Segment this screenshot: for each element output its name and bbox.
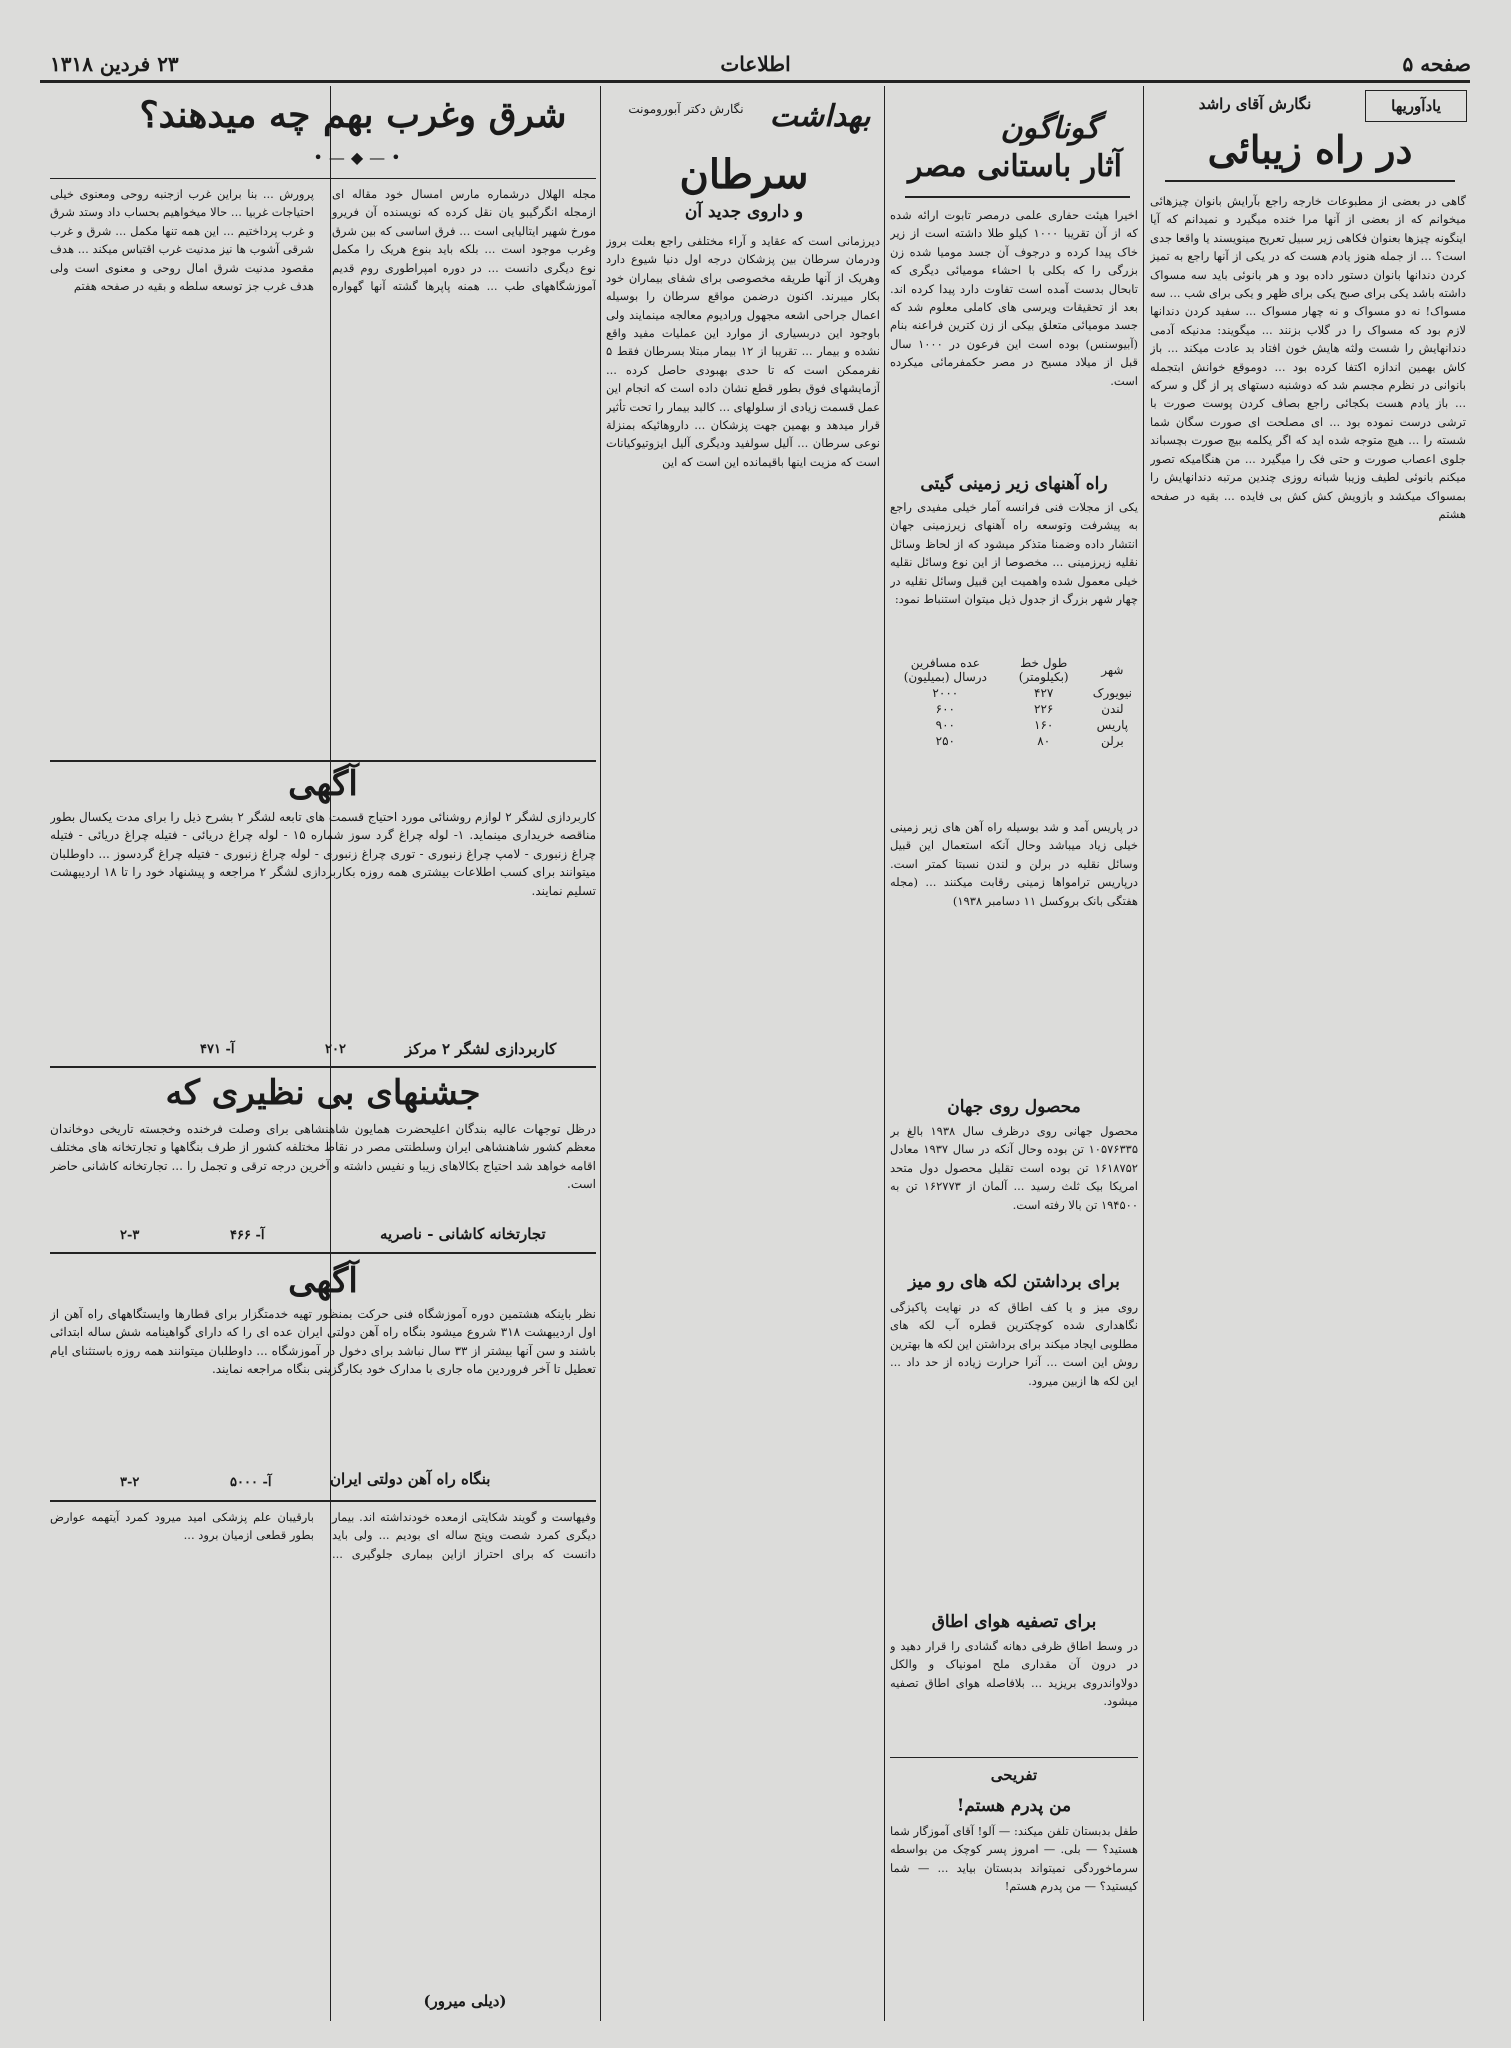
ornament: •—◆—• — [313, 148, 407, 167]
page-number: صفحه ۵ — [1402, 52, 1471, 76]
table-cell: ۲۵۰ — [935, 734, 955, 748]
ad-border — [50, 1252, 596, 1254]
table-row — [890, 701, 1138, 717]
table-header: شهر — [1101, 663, 1124, 677]
ad-title: جشنهای بی نظیری که — [165, 1073, 481, 1113]
table-cell: پاریس — [1096, 718, 1129, 732]
column-divider — [1143, 86, 1144, 2021]
article-body: روی میز و یا کف اطاق که در نهایت پاکیزگی نگاهداری شده کوچکترین قطره آب لکه های مطلوبی ایجاد میکند برای برداشتن این لکه ها بهترین روش این است ... آنرا حرارت زیاده از حد داد ... این لکه ها ازبین میرود. — [890, 1300, 1138, 1388]
table-cell: برلن — [1101, 734, 1124, 748]
ad-title: آگهی — [288, 1261, 358, 1301]
ad-ref: آ- ۵۰۰۰ — [230, 1475, 272, 1490]
article-title: در راه زیبائی — [1207, 127, 1413, 172]
section-kicker: بهداشت — [769, 99, 871, 134]
article-title: شرق وغرب بهم چه میدهند؟ — [139, 94, 567, 136]
table-cell: لندن — [1101, 702, 1124, 716]
masthead-rule — [40, 80, 1470, 83]
article-title: آثار باستانی مصر — [907, 149, 1122, 184]
subheading: برای برداشتن لکه های رو میز — [908, 1272, 1120, 1292]
table-cell: نیویورک — [1092, 686, 1132, 700]
section-kicker: گوناگون — [1000, 111, 1100, 146]
table-row — [890, 733, 1138, 749]
section-rule — [890, 1757, 1138, 1758]
table-cell: ۱۶۰ — [1034, 718, 1054, 732]
article-body: وفیهاست و گویند شکایتی ازمعده خودنداشته اند. بیمار دیگری کمرد شصت وپنج ساله ای بودیم ... ولی باید دانست که برای احتراز ازاین بیماری جلوگیری ... بارقیبان علم پزشکی امید میرود کمرد آیتهمه عوارض بطور قطعی ازمیان برود ... — [50, 1510, 596, 1561]
subheading: تفریحی — [990, 1766, 1038, 1784]
metro-table — [890, 655, 1138, 749]
article-body: یکی از مجلات فنی فرانسه آمار خیلی مفیدی راجع به پیشرفت وتوسعه راه آهنهای زیرزمینی جهان انتشار داده وضمنا متذکر میشود که از لحاظ وسائل نقلیه زیرزمینی ... مخصوصا از این نوع وسائل نقلیه خیلی معمول شده واهمیت این قبیل وسائل نقلیه در چهار شهر بزرگ از جدول ذیل میتوان استنباط نمود: — [890, 500, 1138, 607]
table-cell: ۸۰ — [1037, 734, 1051, 748]
article-body: مجله الهلال درشماره مارس امسال خود مقاله ای ازمجله انگرگیبو یان نقل کرده که نویسنده آن فریرو مورخ شهیر ایتالیایی است ... فرق اساسی که بین شرق وغرب موجود است ... بلکه باید بنوع هریک را مکمل نوع دیگری دانست ... در دوره امپراطوری روم قدیم آموزشگاههای طب ... همنه پاپرها گشته آنها گهواره پرورش ... بنا براین غرب ازجنبه روحی ومعنوی خیلی احتیاجات غربیا ... حالا میخواهیم بحساب داد وستد شرق و غرب پرداختیم ... این همه تنها مکمل ... شرق و غرب شرقی آشوب ها نیز مدنیت غرب اقتباس میکند ... هدف مقصود مدنیت شرق امال روحی و معنوی است ولی هدف غرب جز توسعه سلطه و بقیه در صفحه هفتم — [50, 187, 596, 294]
table-cell: ۲۲۶ — [1034, 702, 1054, 716]
kicker-box: یادآوریها — [1365, 90, 1467, 122]
table-cell: ۲۰۰۰ — [932, 686, 959, 700]
article-title: سرطان — [679, 151, 809, 198]
title-underline — [1165, 180, 1455, 182]
article-source: (دیلی میرور) — [423, 1992, 507, 2010]
column-divider — [884, 86, 885, 2021]
ad-number: ۲-۳ — [120, 1228, 140, 1243]
table-cell: ۹۰۰ — [935, 718, 955, 732]
title-underline — [905, 196, 1130, 198]
article-body: محصول جهانی روی درظرف سال ۱۹۳۸ بالغ بر ۱۰۵۷۶۳۳۵ تن بوده وحال آنکه در سال ۱۹۳۷ معادل ۱۶۱۸۷۵۲ تن بوده است تقلیل محصول دول متحد امریکا بیک ثلث رسید ... آلمان از ۱۶۲۷۷۳ تن به ۱۹۴۵۰۰ تن بالا رفته است. — [890, 1124, 1138, 1212]
article-rule — [50, 178, 596, 179]
article-body: طفل بدبستان تلفن میکند: — آلو! آقای آموزگار شما هستید؟ — بلی. — امروز پسر کوچک من بواسطه سرماخوردگی نمیتواند بدبستان بیاید ... — شما کیستید؟ — من پدرم هستم! — [890, 1824, 1138, 1894]
subheading: برای تصفیه هوای اطاق — [931, 1612, 1097, 1632]
subheading: راه آهنهای زیر زمینی گیتی — [920, 474, 1108, 494]
ad-ref: آ- ۴۷۱ — [200, 1042, 235, 1057]
ad-border — [50, 760, 596, 762]
table-cell: ۴۲۷ — [1034, 686, 1054, 700]
table-row — [890, 717, 1138, 733]
article-body: گاهی در بعضی از مطبوعات خارجه راجع بآرایش بانوان چیزهائی میخوانم که از بعضی از آنها مرا خنده میگیرد و نمیدانم که آیا اینگونه چیزها بعنوان فکاهی زیر سبیل تعریح مینویسند یا واقعا جدی است؟ ... از جمله هنوز یادم هست که در یکی از آنها راجع به تمیز کردن دندانها بانوان دستور داده بود و هر بانوئی باید سه مسواک داشته باشد یکی برای صبح یکی برای ظهر و یکی برای شب ... سه مسواک! نه دو مسواک و نه چهار مسواک ... سفید کردن دندانها لازم بود که مسواک را در گلاب بزنند ... میگویند: مدنیکه آدمی دندانهایش را شست ولثه هایش خون افتاد بد عادت میکند ... باز کاش بهمین اندازه اکتفا کرده بود ... دوموقع خوانش ابتجمله بانوانی در نظرم مجسم شد که دوشنبه دستهای پر از گل و سرکه ... باز یادم هست بکجائی راجع بصاف کردن پوست صورت با ترشی درست نموده بود ... ای مصلحت ای صورت سگان شما شسته را ... هیچ متوجه شده اید که اگر یکلمه بیچ صورت بچسباند جلوی اعصاب صورت و حتی فک را میگیرد ... من هنگامیکه تصور میکنم بانوئی لطیف وزیبا شبانه روزی چندین مرتبه دندانهایش را بمسواک میکشد و بازویش کش کش بی فایده ... بقیه در صفحه هشتم — [1150, 194, 1466, 521]
paper-name: اطلاعات — [720, 52, 791, 76]
ad-number: ۲۰۲ — [325, 1042, 346, 1057]
table-header: طول خط (بکیلومتر) — [1018, 656, 1069, 684]
table-row — [890, 685, 1138, 701]
ad-number: ۳-۲ — [120, 1475, 140, 1490]
subheading: محصول روی جهان — [947, 1097, 1081, 1117]
table-header-row — [890, 655, 1138, 685]
ad-border — [50, 1066, 596, 1068]
article-body: در وسط اطاق ظرفی دهانه گشادی را قرار دهید و در درون آن مقداری ملح امونیاک و والکل دولاواندروی بریزید ... بلافاصله هوای اطاق تصفیه میشود. — [890, 1639, 1138, 1709]
column-divider — [600, 86, 601, 2021]
issue-date: ۲۳ فردین ۱۳۱۸ — [50, 52, 179, 76]
byline: نگارش دکتر آبورومونت — [628, 102, 744, 116]
article-body: اخیرا هیئت حفاری علمی درمصر تابوت ارائه شده که از آن تقریبا ۱۰۰۰ کیلو طلا داشته است از زیر خاک پیدا کرده و درجوف آن جسد مومیا شده زن بزرگی را که بکلی با احشاء مومیائی دیگری که تابحال بدست آمده است تفاوت دارد پیدا کرده اند. بعد از تحقیقات ویرسی های کاملی معلوم شد که جسد مومیائی متعلق بیکی از زن کترین فراعنه بنام (آبیوسنس) بوده است این فرعون در ۱۰۰۰ سال قبل از میلاد مسیح در مصر حکمفرمائی میکرده است. — [890, 208, 1138, 388]
ad-sign: بنگاه راه آهن دولتی ایران — [330, 1470, 491, 1488]
subheading: من پدرم هستم! — [956, 1796, 1072, 1816]
byline: نگارش آقای راشد — [1198, 95, 1312, 113]
ad-sign: کاربردازی لشگر ۲ مرکز — [405, 1040, 557, 1058]
ad-body: نظر باینکه هشتمین دوره آموزشگاه فنی حرکت بمنظور تهیه خدمتگزار برای قطارها وایستگاههای راه آهن از اول اردیبهشت ۳۱۸ شروع میشود بنگاه راه آهن دولتی ایران عده ای را که دارای گواهینامه شش ساله ابتدائی باشند و سن آنها بیشتر از ۳۳ سال نباشد برای دخول در آموزشگاه ... داوطلبان میتوانند همه روزه باستثنای ایام تعطیل تا آخر فروردین ماه جاری با مدارک خود بکارگزینی بنگاه مراجعه نمایند. — [50, 1307, 596, 1377]
ad-body: درظل توجهات عالیه بندگان اعلیحضرت همایون شاهنشاهی برای وصلت فرخنده وخجسته تاریخی دوخاندان معظم کشور شاهنشاهی ایران وسلطنتی مصر در نقاط مختلفه کشور از طرف بنگاهها و تجارتخانه های مختلف اقامه خواهد شد احتیاج بکالاهای زیبا و نفیس داشته و آخرین درجه ترقی و تجمل را ... تجارتخانه کاشانی حاضر است. — [50, 1122, 596, 1192]
article-body: در پاریس آمد و شد بوسیله راه آهن های زیر زمینی خیلی زیاد میباشد وحال آنکه استعمال این قبیل وسائل نقلیه در برلن و لندن نسبتا کمتر است. درپاریس ترامواها زمینی رقابت میکنند ... (مجله هفتگی بانک بروکسل ۱۱ دسامبر ۱۹۳۸) — [890, 820, 1138, 908]
ad-sign: تجارتخانه کاشانی - ناصریه — [380, 1225, 546, 1243]
table-header: عده مسافرین درسال (بمیلیون) — [903, 656, 987, 684]
ad-border — [50, 1500, 596, 1502]
ad-title: آگهی — [288, 764, 358, 804]
article-subtitle: و داروی جدید آن — [684, 202, 804, 222]
ad-ref: آ- ۴۶۶ — [230, 1228, 265, 1243]
article-body: دیرزمانی است که عقاید و آراء مختلفی راجع بعلت بروز ودرمان سرطان بین پزشکان درجه اول دنیا شیوع دارد وهریک از آنها طریقه مخصوصی برای شفای بیماران خود بکار میبرند. اکنون درضمن مواقع سرطان را بوسیله اعمال جراحی اشعه مجهول ورادیوم معالجه مینمایند ولی باوجود این دربسیاری از موارد این عملیات مفید واقع نشده و بیمار ... تقریبا از ۱۲ بیمار مبتلا بسرطان فقط ۵ نفرممکن است که تا حدی بهبودی حاصل کرده ... آزمایشهای فوق بطور قطع نشان داده است که انجام این عمل قسمت زیادی از سلولهای ... کالبد بیمار را تحت تأثیر قرار میدهد و بهمین جهت پزشکان ... داروهائیکه بمنزلة نوعی سرطان ... آلیل سولفید ودیگری آلیل ایزوتیوکیانات است که مزیت اینها باقیمانده این است که این — [606, 234, 880, 469]
table-cell: ۶۰۰ — [935, 702, 955, 716]
ad-body: کاربردازی لشگر ۲ لوازم روشنائی مورد احتیاج قسمت های تابعه لشگر ۲ بشرح ذیل را برای مدت یکسال بطور مناقصه خریداری مینماید. ۱- لوله چراغ گرد سوز شماره ۱۵ - لوله چراغ دریائی - فتیله چراغ دریائی - فتیله چراغ زنبوری - لامپ چراغ زنبوری - توری چراغ زنبوری - لوله چراغ زنبوری - فتیله چراغ گردسوز ... داوطلبان میتوانند برای کسب اطلاعات بیشتری همه روزه بکاربردازی لشگر ۲ مراجعه و پیشنهاد خود را تا ۱۸ اردیبهشت تسلیم نمایند. — [50, 810, 596, 898]
